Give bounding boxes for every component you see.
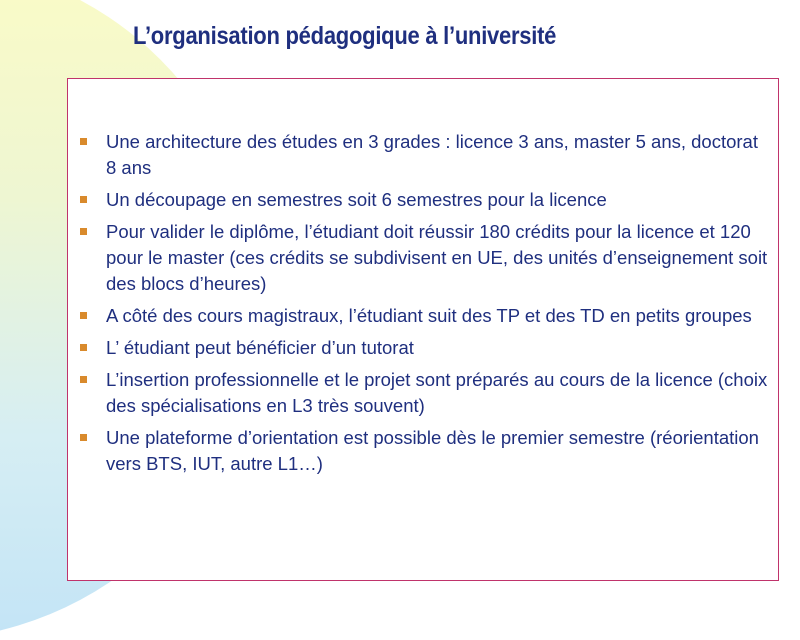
- square-bullet-icon: [80, 434, 87, 441]
- bullet-item: [78, 187, 768, 213]
- square-bullet-icon: [80, 312, 87, 319]
- bullet-item: [78, 129, 768, 181]
- bullet-text: Pour valider le diplôme, l’étudiant doit réussir 180 crédits pour la licence et 120 pour le master (ces crédits se subdivisent en UE, des unités d’enseignement soit des blocs d’heures): [106, 221, 768, 294]
- bullet-list: [78, 129, 768, 483]
- bullet-item: [78, 425, 768, 477]
- square-bullet-icon: [80, 196, 87, 203]
- bullet-text: Une plateforme d’orientation est possible dès le premier semestre (réorientation vers BTS, IUT, autre L1…): [106, 427, 759, 474]
- bullet-text: Une architecture des études en 3 grades : licence 3 ans, master 5 ans, doctorat 8 ans: [106, 131, 758, 178]
- bullet-text: L’insertion professionnelle et le projet sont préparés au cours de la licence (choix des spécialisations en L3 très souvent): [106, 369, 768, 416]
- bullet-text: A côté des cours magistraux, l’étudiant suit des TP et des TD en petits groupes: [106, 305, 752, 326]
- bullet-item: [78, 219, 768, 297]
- bullet-item: [78, 367, 768, 419]
- bullet-item: [78, 335, 768, 361]
- bullet-text: Un découpage en semestres soit 6 semestres pour la licence: [106, 189, 607, 210]
- square-bullet-icon: [80, 138, 87, 145]
- square-bullet-icon: [80, 228, 87, 235]
- bullet-item: [78, 303, 768, 329]
- bullet-text: L’ étudiant peut bénéficier d’un tutorat: [106, 337, 414, 358]
- slide-title: L’organisation pédagogique à l’université: [133, 22, 557, 50]
- square-bullet-icon: [80, 376, 87, 383]
- square-bullet-icon: [80, 344, 87, 351]
- content-box: [67, 78, 779, 581]
